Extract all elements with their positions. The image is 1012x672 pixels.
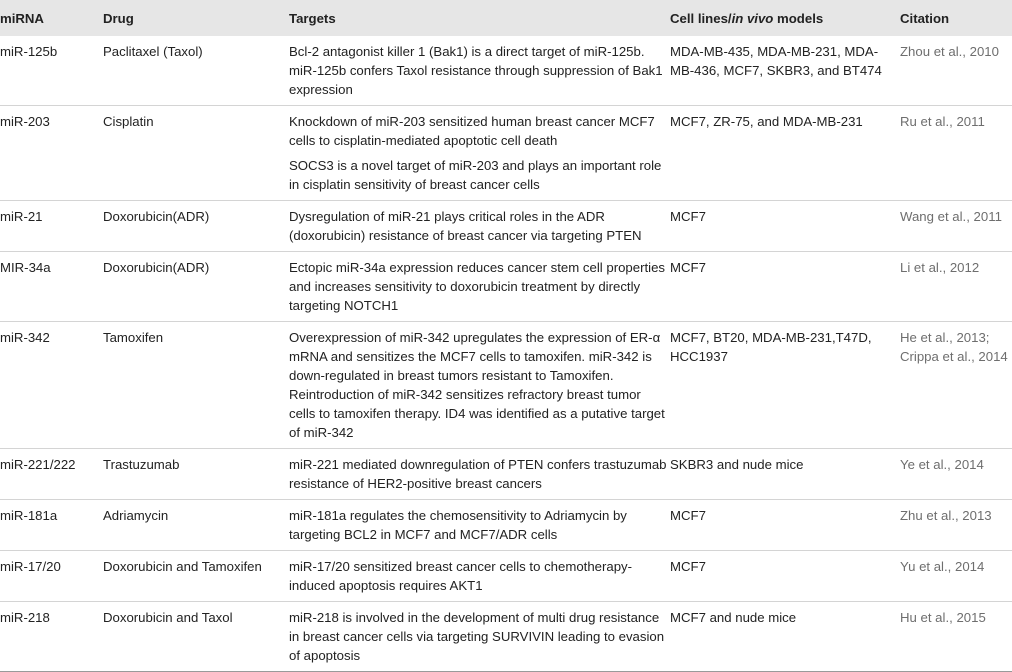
cell-cells: MCF7 and nude mice	[670, 602, 900, 672]
cell-target: Dysregulation of miR-21 plays critical roles in the ADR (doxorubicin) resistance of breast cancer via targeting PTEN	[289, 201, 670, 252]
cell-mirna: miR-21	[0, 201, 103, 252]
cell-citation: Wang et al., 2011	[900, 201, 1012, 252]
header-targets: Targets	[289, 10, 336, 26]
header-citation: Citation	[900, 10, 950, 26]
cell-mirna: miR-342	[0, 322, 103, 449]
cell-cells: MCF7	[670, 551, 900, 602]
cell-target: Bcl-2 antagonist killer 1 (Bak1) is a direct target of miR-125b. miR-125b confers Taxol resistance through suppression of Bak1 expression	[289, 36, 670, 106]
cell-drug: Trastuzumab	[103, 449, 289, 500]
table-row	[0, 500, 1012, 551]
header-mirna: miRNA	[0, 10, 44, 26]
cell-drug: Paclitaxel (Taxol)	[103, 36, 289, 106]
header-row	[0, 0, 1012, 36]
header-cell-prefix: Cell lines/	[670, 10, 732, 26]
cell-target: Overexpression of miR-342 upregulates the expression of ER-α mRNA and sensitizes the MCF7 cells to tamoxifen. miR-342 is down-regulated in breast tumors resistant to Tamoxifen. Reintroduction of miR-342 sensitizes refractory breast tumor cells to tamoxifen therapy. ID4 was identified as a putative target of miR-342	[289, 322, 670, 449]
cell-mirna: miR-203	[0, 114, 50, 129]
table-row	[0, 322, 1012, 449]
cell-drug: Doxorubicin and Tamoxifen	[103, 551, 289, 602]
cell-drug: Adriamycin	[103, 500, 289, 551]
cell-mirna: miR-218	[0, 602, 103, 672]
cell-citation: Hu et al., 2015	[900, 602, 1012, 672]
cell-target: miR-218 is involved in the development of multi drug resistance in breast cancer cells via targeting SURVIVIN leading to evasion of apoptosis	[289, 602, 670, 672]
table-subrow	[0, 156, 1012, 201]
header-drug: Drug	[103, 10, 134, 26]
cell-citation: Zhu et al., 2013	[900, 500, 1012, 551]
cell-citation: Zhou et al., 2010	[900, 36, 1012, 106]
cell-citation: Yu et al., 2014	[900, 551, 1012, 602]
cell-mirna: miR-17/20	[0, 551, 103, 602]
table-row	[0, 449, 1012, 500]
header-cell-suffix: models	[773, 10, 824, 26]
header-cell-italic: in vivo	[731, 10, 774, 26]
table-row	[0, 252, 1012, 322]
cell-target: Ectopic miR-34a expression reduces cancer stem cell properties and increases sensitivity to doxorubicin treatment by directly targeting NOTCH1	[289, 252, 670, 322]
cell-target: miR-221 mediated downregulation of PTEN confers trastuzumab resistance of HER2-positive breast cancers	[289, 449, 670, 500]
table-row	[0, 201, 1012, 252]
table-row	[0, 602, 1012, 672]
cell-drug: Cisplatin	[103, 114, 154, 129]
cell-mirna: miR-181a	[0, 500, 103, 551]
cell-mirna: miR-125b	[0, 36, 103, 106]
cell-cells: MCF7, BT20, MDA-MB-231,T47D, HCC1937	[670, 322, 900, 449]
cell-cells: MCF7, ZR-75, and MDA-MB-231	[670, 114, 863, 129]
table-row	[0, 551, 1012, 602]
header-cell-lines	[670, 0, 900, 36]
cell-cells: MCF7	[670, 500, 900, 551]
table-row	[0, 106, 1012, 157]
cell-drug: Tamoxifen	[103, 322, 289, 449]
cell-citation: He et al., 2013; Crippa et al., 2014	[900, 322, 1012, 449]
cell-citation: Ru et al., 2011	[900, 114, 985, 129]
table-row	[0, 36, 1012, 106]
cell-mirna: miR-221/222	[0, 449, 103, 500]
cell-target-secondary: SOCS3 is a novel target of miR-203 and plays an important role in cisplatin sensitivity of breast cancer cells	[289, 156, 670, 201]
cell-drug: Doxorubicin(ADR)	[103, 201, 289, 252]
cell-cells: SKBR3 and nude mice	[670, 449, 900, 500]
cell-drug: Doxorubicin(ADR)	[103, 252, 289, 322]
cell-mirna: MIR-34a	[0, 252, 103, 322]
cell-drug: Doxorubicin and Taxol	[103, 602, 289, 672]
cell-target: miR-181a regulates the chemosensitivity to Adriamycin by targeting BCL2 in MCF7 and MCF7/ADR cells	[289, 500, 670, 551]
cell-citation: Ye et al., 2014	[900, 449, 1012, 500]
cell-target: Knockdown of miR-203 sensitized human breast cancer MCF7 cells to cisplatin-mediated apoptotic cell death	[289, 114, 655, 148]
cell-target: miR-17/20 sensitized breast cancer cells to chemotherapy-induced apoptosis requires AKT1	[289, 551, 670, 602]
cell-cells: MCF7	[670, 201, 900, 252]
cell-cells: MDA-MB-435, MDA-MB-231, MDA-MB-436, MCF7, SKBR3, and BT474	[670, 36, 900, 106]
cell-citation: Li et al., 2012	[900, 252, 1012, 322]
cell-cells: MCF7	[670, 252, 900, 322]
